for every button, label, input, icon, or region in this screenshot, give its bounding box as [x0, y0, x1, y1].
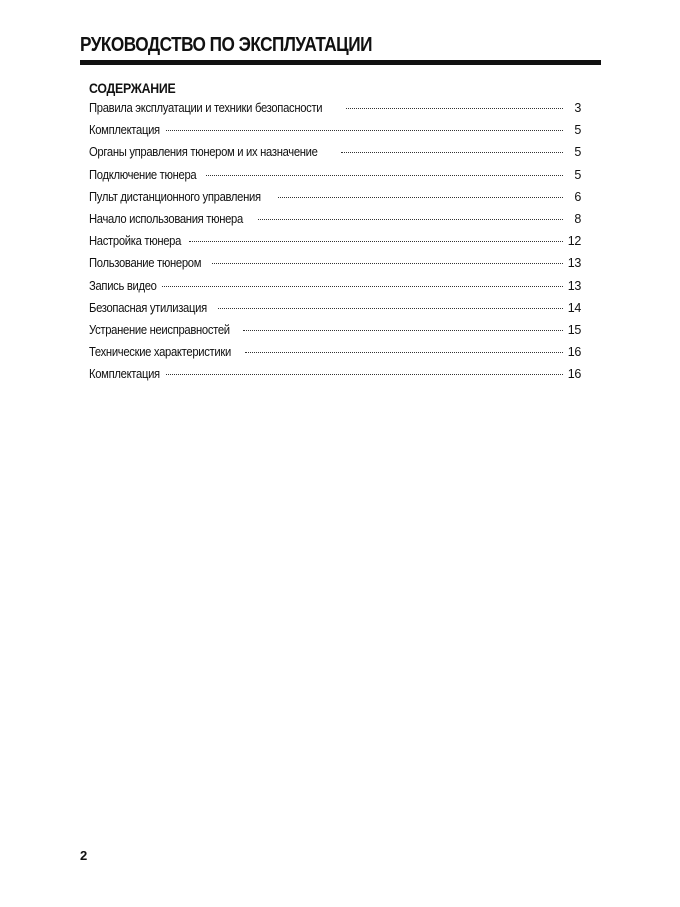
toc-dot-leader	[278, 197, 563, 198]
toc-entry-label: Начало использования тюнера	[89, 211, 243, 226]
toc-entry[interactable]	[89, 301, 581, 323]
toc-entry-label: Настройка тюнера	[89, 234, 182, 249]
toc-entry-label: Подключение тюнера	[89, 167, 197, 182]
toc-entry-page: 13	[567, 256, 581, 271]
toc-entry[interactable]	[89, 212, 581, 234]
toc-entry-page: 14	[567, 300, 581, 315]
toc-entry[interactable]	[89, 323, 581, 345]
toc-entry-page: 16	[567, 367, 581, 382]
toc-entry-label: Технические характеристики	[89, 345, 231, 360]
toc-dot-leader	[189, 241, 563, 242]
page-title: РУКОВОДСТВО ПО ЭКСПЛУАТАЦИИ	[80, 34, 372, 56]
toc-entry-label: Запись видео	[89, 278, 157, 293]
toc-entry-label: Безопасная утилизация	[89, 300, 207, 315]
toc-entry-page: 5	[574, 145, 581, 160]
toc-entry[interactable]	[89, 123, 581, 145]
page-number: 2	[80, 848, 88, 863]
toc-entry-label: Правила эксплуатации и техники безопасности	[89, 101, 323, 115]
toc-entry[interactable]	[89, 101, 581, 123]
toc-entry-page: 8	[574, 211, 581, 226]
toc-entry[interactable]	[89, 367, 581, 389]
toc-entry-page: 5	[574, 123, 581, 138]
title-underline-rule	[80, 60, 601, 65]
toc-heading: СОДЕРЖАНИЕ	[89, 80, 176, 96]
toc-entry-page: 13	[567, 278, 581, 293]
toc-dot-leader	[243, 330, 563, 331]
toc-entry[interactable]	[89, 279, 581, 301]
toc-entry-label: Пользование тюнером	[89, 256, 202, 271]
toc-entry[interactable]	[89, 345, 581, 367]
toc-dot-leader	[341, 152, 563, 153]
toc-entry[interactable]	[89, 145, 581, 167]
toc-entry-label: Пульт дистанционного управления	[89, 189, 261, 204]
toc-dot-leader	[258, 219, 563, 220]
toc-entry[interactable]	[89, 168, 581, 190]
toc-entry-page: 16	[567, 345, 581, 360]
toc-entry-page: 12	[567, 234, 581, 249]
toc-dot-leader	[212, 263, 563, 264]
toc-dot-leader	[166, 374, 563, 375]
toc-entry-page: 6	[574, 189, 581, 204]
toc-dot-leader	[218, 308, 563, 309]
toc-entry[interactable]	[89, 234, 581, 256]
table-of-contents	[89, 101, 581, 389]
toc-dot-leader	[245, 352, 563, 353]
toc-dot-leader	[166, 130, 563, 131]
toc-entry[interactable]	[89, 190, 581, 212]
toc-entry-page: 3	[574, 101, 581, 115]
toc-dot-leader	[162, 286, 563, 287]
toc-entry-label: Комплектация	[89, 123, 160, 138]
toc-dot-leader	[206, 175, 563, 176]
toc-entry-page: 15	[567, 322, 581, 337]
toc-dot-leader	[346, 108, 563, 109]
toc-entry-label: Органы управления тюнером и их назначение	[89, 145, 318, 160]
toc-entry-label: Устранение неисправностей	[89, 322, 230, 337]
toc-entry-page: 5	[574, 167, 581, 182]
toc-entry[interactable]	[89, 256, 581, 278]
toc-entry-label: Комплектация	[89, 367, 160, 382]
